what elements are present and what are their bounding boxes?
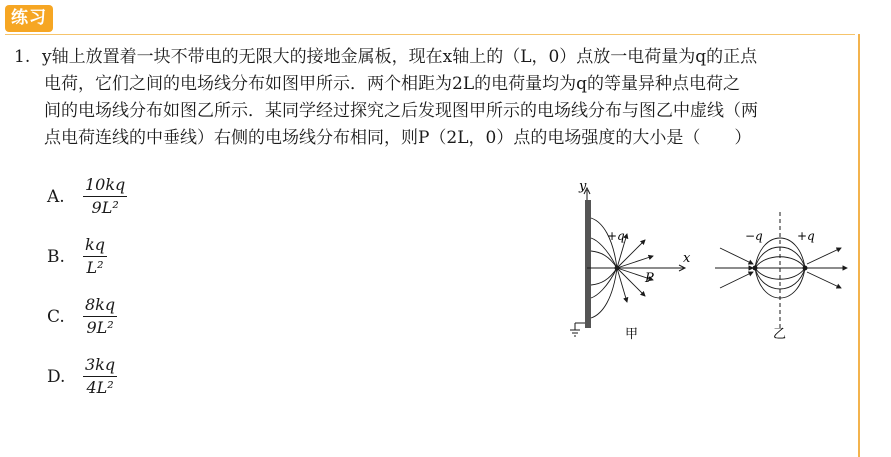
option-d[interactable] <box>47 356 117 397</box>
fraction-numerator: 8kq <box>83 296 117 317</box>
fraction-numerator: kq <box>83 236 107 257</box>
question-1 <box>14 44 850 152</box>
caption-yi: 乙 <box>773 327 787 342</box>
metal-plate <box>585 200 591 328</box>
option-letter: D. <box>47 366 66 387</box>
header-divider <box>5 34 855 35</box>
point-p-label: P <box>645 271 654 286</box>
option-a[interactable] <box>47 176 127 217</box>
figure-yi <box>715 212 847 342</box>
figure-jia <box>570 179 691 342</box>
option-fraction <box>83 356 117 397</box>
right-border <box>858 34 860 457</box>
y-axis-label: y <box>579 179 587 194</box>
option-fraction <box>83 176 127 217</box>
option-fraction <box>83 236 107 277</box>
positive-charge-label: +q <box>797 229 815 243</box>
fraction-numerator: 10kq <box>83 176 127 197</box>
fraction-denominator: 9L² <box>86 318 114 337</box>
question-line-1 <box>14 44 850 71</box>
fraction-denominator: L² <box>86 258 104 277</box>
charge-label: +q <box>607 229 625 243</box>
question-line-2: 电荷，它们之间的电场线分布如图甲所示．两个相距为2L的电荷量均为q的等量异种点电荷之 <box>44 74 740 94</box>
exercise-tag: 练习 <box>5 5 53 32</box>
fraction-denominator: 9L² <box>91 198 119 217</box>
negative-charge <box>753 266 758 271</box>
question-line-3: 间的电场线分布如图乙所示．某同学经过探究之后发现图甲所示的电场线分布与图乙中虚线（两 <box>44 101 758 121</box>
option-letter: C. <box>47 306 65 327</box>
option-b[interactable] <box>47 236 107 277</box>
fraction-denominator: 4L² <box>86 378 114 397</box>
question-text-1: y轴上放置着一块不带电的无限大的接地金属板，现在x轴上的（L，0）点放一电荷量为q的正点 <box>42 47 758 67</box>
option-letter: A. <box>47 186 65 207</box>
caption-jia: 甲 <box>625 327 639 342</box>
negative-charge-label: −q <box>745 229 763 243</box>
field-lines-yi <box>715 238 847 298</box>
electric-field-figure <box>565 178 855 343</box>
positive-charge <box>803 266 808 271</box>
x-axis-label: x <box>683 251 691 266</box>
option-c[interactable] <box>47 296 117 337</box>
question-line-4: 点电荷连线的中垂线）右侧的电场线分布相同，则P（2L，0）点的电场强度的大小是（ ） <box>44 128 752 148</box>
question-number: 1. <box>14 47 31 67</box>
option-fraction <box>83 296 117 337</box>
option-letter: B. <box>47 246 65 267</box>
positive-charge <box>615 266 620 271</box>
fraction-numerator: 3kq <box>83 356 117 377</box>
